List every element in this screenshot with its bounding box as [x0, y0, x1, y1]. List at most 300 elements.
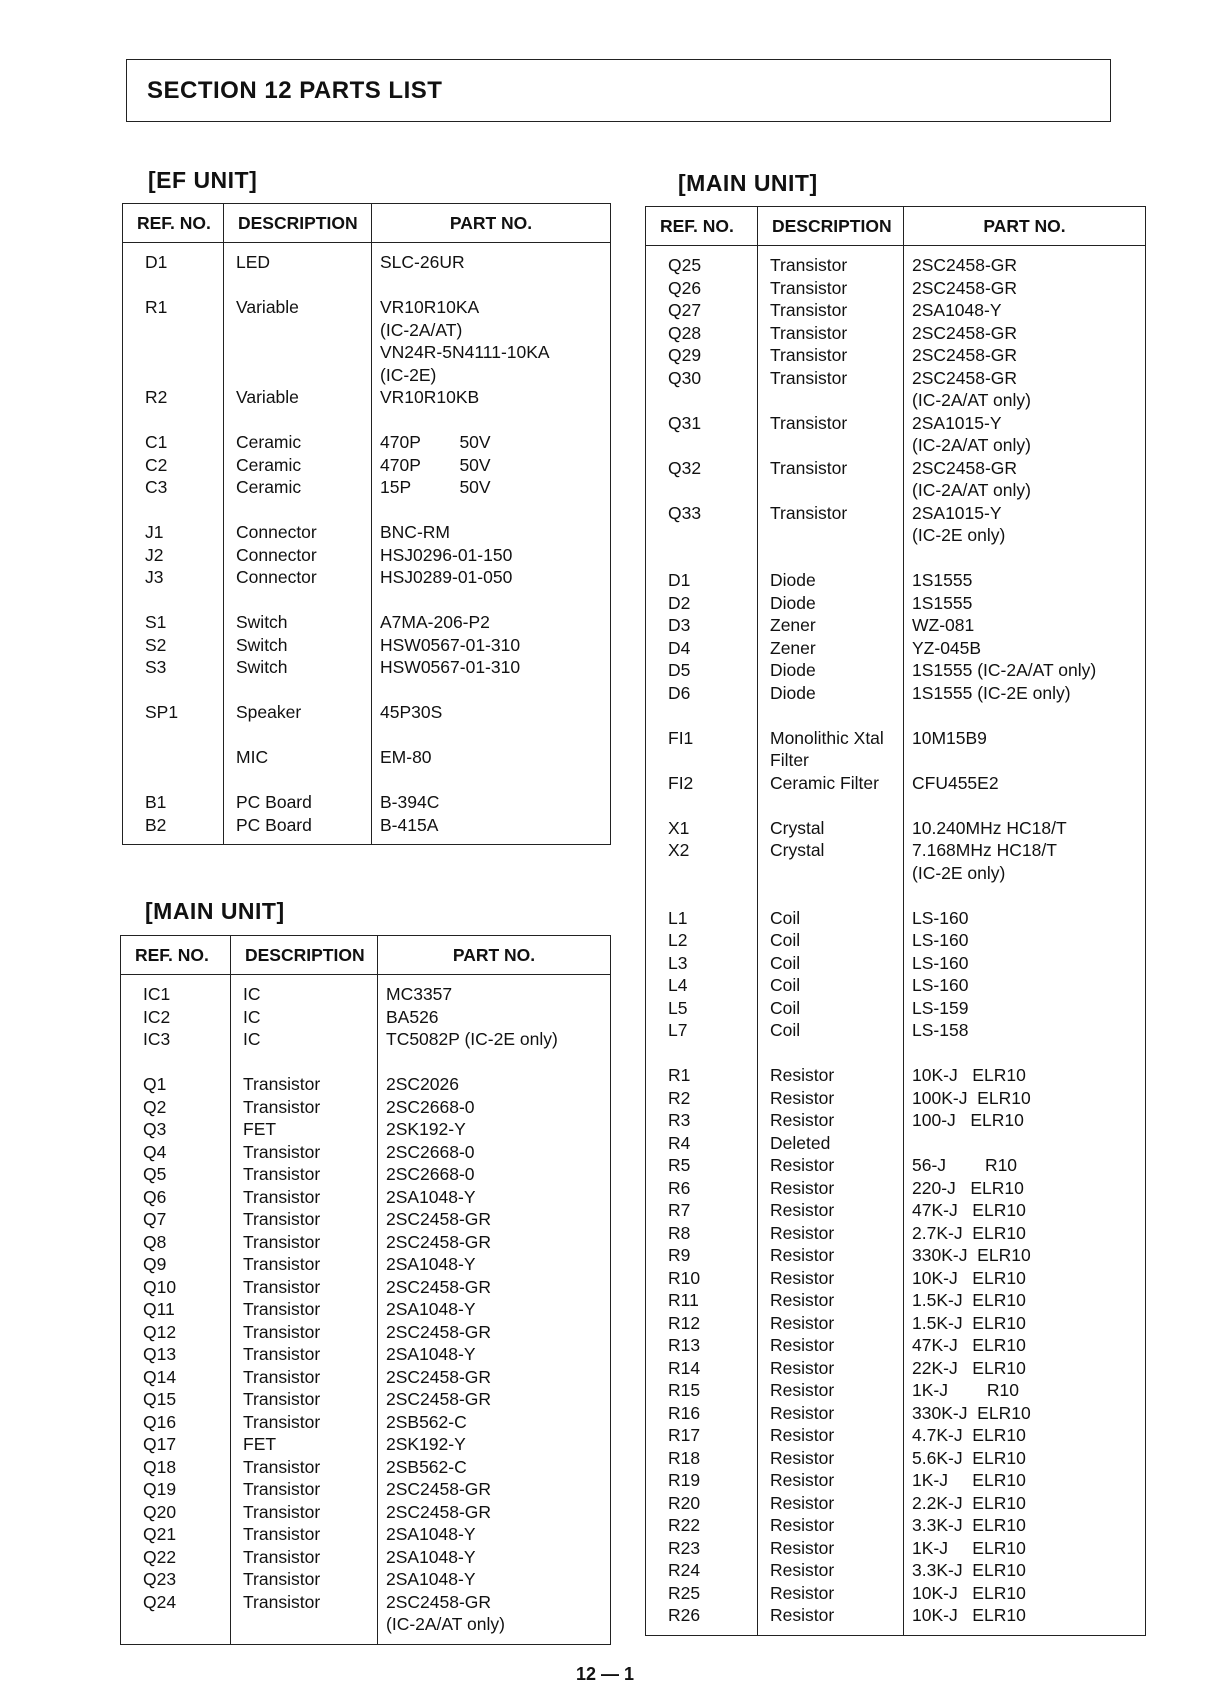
description-header: DESCRIPTION — [231, 936, 378, 975]
part-no-cell — [904, 749, 1146, 772]
ref-no-cell: Q2 — [121, 1096, 231, 1119]
description-cell: PC Board — [224, 791, 372, 814]
table-row — [121, 1591, 611, 1614]
part-no-cell: LS-160 — [912, 975, 969, 995]
description-cell: Transistor — [231, 1568, 378, 1591]
part-no-cell: 2SB562-C — [386, 1456, 467, 1477]
description-cell — [224, 274, 372, 297]
table-row — [646, 1042, 1146, 1065]
ref-no-cell: L3 — [646, 952, 758, 975]
ref-no-cell: R7 — [646, 1199, 758, 1222]
table-row — [646, 817, 1146, 840]
ref-no-cell — [121, 1051, 231, 1074]
ref-no-cell: D3 — [646, 614, 758, 637]
main-unit-right-title: [MAIN UNIT] — [678, 170, 818, 196]
part-no-cell: A7MA-206-P2 — [380, 612, 490, 632]
part-no-cell: 2SA1048-Y — [386, 1299, 476, 1319]
ref-no-cell: R5 — [646, 1154, 758, 1177]
ref-no-cell: R1 — [123, 296, 224, 319]
part-no-cell: 10M15B9 — [912, 727, 987, 748]
table-row — [121, 1006, 611, 1029]
description-cell: Resistor — [758, 1537, 904, 1560]
table-row — [646, 1064, 1146, 1087]
part-no-cell: 2SC2458-GR — [386, 1276, 492, 1297]
description-cell — [224, 589, 372, 612]
table-row — [121, 1186, 611, 1209]
description-cell: Coil — [758, 929, 904, 952]
description-header: DESCRIPTION — [758, 207, 904, 246]
table-row — [646, 434, 1146, 457]
part-no-cell: 1.5K-J ELR10 — [912, 1312, 1026, 1333]
part-no-cell: 2SA1048-Y — [386, 1254, 476, 1274]
ref-no-cell — [646, 434, 758, 457]
ref-no-cell: Q23 — [121, 1568, 231, 1591]
ref-no-cell: R17 — [646, 1424, 758, 1447]
table-row — [646, 794, 1146, 817]
ref-no-cell: Q18 — [121, 1456, 231, 1479]
part-no-cell: 22K-J ELR10 — [912, 1357, 1026, 1378]
part-no-cell: 2SC2458-GR — [912, 277, 1018, 298]
ref-no-cell: R10 — [646, 1267, 758, 1290]
ref-no-cell: C1 — [123, 431, 224, 454]
table-row — [646, 502, 1146, 525]
table-row — [646, 772, 1146, 795]
table-row — [121, 1343, 611, 1366]
description-cell: Transistor — [231, 1366, 378, 1389]
table-row — [121, 1523, 611, 1546]
ref-no-cell: S3 — [123, 656, 224, 679]
ref-no-cell: L5 — [646, 997, 758, 1020]
part-no-cell: 2SC2458-GR — [912, 255, 1018, 275]
ref-no-cell: X2 — [646, 839, 758, 862]
part-no-cell: 2SC2458-GR — [386, 1366, 492, 1387]
ref-no-cell: Q20 — [121, 1501, 231, 1524]
description-cell: Resistor — [758, 1177, 904, 1200]
description-cell — [224, 724, 372, 747]
description-cell: Transistor — [758, 246, 904, 277]
part-no-cell: 10K-J ELR10 — [912, 1605, 1026, 1625]
table-row — [646, 1154, 1146, 1177]
part-no-cell: 3.3K-J ELR10 — [912, 1515, 1026, 1535]
part-no-cell — [904, 794, 1146, 817]
part-no-cell — [372, 409, 611, 432]
description-cell — [758, 479, 904, 502]
table-row — [123, 476, 611, 499]
description-cell: FET — [231, 1118, 378, 1141]
ref-no-cell: L7 — [646, 1019, 758, 1042]
description-cell: Diode — [758, 659, 904, 682]
description-cell: Diode — [758, 682, 904, 705]
part-no-cell: 2SA1048-Y — [912, 300, 1002, 320]
ref-no-cell: Q17 — [121, 1433, 231, 1456]
ref-no-cell: Q12 — [121, 1321, 231, 1344]
description-cell: Monolithic Xtal — [758, 727, 904, 750]
part-no-cell: 470P 50V — [380, 432, 491, 452]
part-no-cell: TC5082P (IC-2E only) — [386, 1029, 558, 1049]
ref-no-cell: Q19 — [121, 1478, 231, 1501]
ref-no-cell: FI2 — [646, 772, 758, 795]
description-cell: IC — [231, 1006, 378, 1029]
table-row — [646, 1582, 1146, 1605]
table-row — [646, 322, 1146, 345]
table-row — [646, 547, 1146, 570]
description-cell — [758, 389, 904, 412]
description-cell: Transistor — [758, 412, 904, 435]
part-no-cell: LS-160 — [912, 930, 969, 950]
ref-no-cell: IC1 — [121, 975, 231, 1006]
part-no-cell: 330K-J ELR10 — [912, 1245, 1031, 1265]
part-no-cell: CFU455E2 — [912, 772, 999, 793]
description-cell: Resistor — [758, 1514, 904, 1537]
ref-no-cell: R26 — [646, 1604, 758, 1627]
table-row — [121, 1118, 611, 1141]
part-no-cell: 1S1555 (IC-2E only) — [912, 682, 1071, 703]
ref-no-cell: Q13 — [121, 1343, 231, 1366]
table-row — [646, 637, 1146, 660]
description-cell: Transistor — [231, 1411, 378, 1434]
table-row — [121, 1141, 611, 1164]
description-cell: Transistor — [231, 1456, 378, 1479]
table-row — [123, 814, 611, 837]
description-cell: Diode — [758, 569, 904, 592]
table-row — [123, 319, 611, 342]
description-cell: Resistor — [758, 1559, 904, 1582]
table-row — [121, 1613, 611, 1636]
table-row — [646, 1087, 1146, 1110]
description-cell — [758, 862, 904, 885]
table-row — [646, 1492, 1146, 1515]
description-cell — [224, 364, 372, 387]
description-cell: Transistor — [231, 1141, 378, 1164]
description-cell: Zener — [758, 637, 904, 660]
ref-no-cell: Q1 — [121, 1073, 231, 1096]
table-row — [123, 679, 611, 702]
description-cell: Crystal — [758, 817, 904, 840]
description-cell: Coil — [758, 1019, 904, 1042]
ref-no-cell — [123, 679, 224, 702]
table-row — [121, 1163, 611, 1186]
ref-no-header: REF. NO. — [121, 936, 231, 975]
table-row — [646, 1514, 1146, 1537]
table-row — [646, 1019, 1146, 1042]
part-no-cell: 2SC2458-GR — [386, 1501, 492, 1522]
description-cell — [224, 499, 372, 522]
description-cell: Connector — [224, 521, 372, 544]
table-row — [123, 634, 611, 657]
table-row — [646, 974, 1146, 997]
table-row — [646, 1199, 1146, 1222]
ref-no-cell: R20 — [646, 1492, 758, 1515]
part-no-header: PART NO. — [378, 936, 611, 975]
table-row — [646, 1447, 1146, 1470]
ref-no-cell: Q24 — [121, 1591, 231, 1614]
part-no-cell: 4.7K-J ELR10 — [912, 1425, 1026, 1445]
padding-cell — [646, 1627, 758, 1636]
part-no-cell — [372, 679, 611, 702]
part-no-header: PART NO. — [904, 207, 1146, 246]
padding-cell — [758, 1627, 904, 1636]
description-cell: LED — [224, 243, 372, 274]
description-cell: Switch — [224, 611, 372, 634]
description-cell: Deleted — [758, 1132, 904, 1155]
description-cell — [758, 1042, 904, 1065]
part-no-cell: 1K-J R10 — [912, 1380, 1019, 1400]
part-no-cell: (IC-2E only) — [912, 862, 1006, 883]
part-no-header: PART NO. — [372, 204, 611, 243]
part-no-cell: VR10R10KB — [380, 387, 480, 407]
ref-no-cell: R2 — [646, 1087, 758, 1110]
description-cell — [224, 769, 372, 792]
description-cell — [224, 409, 372, 432]
part-no-cell — [904, 547, 1146, 570]
section-header-box — [126, 59, 1111, 122]
table-row — [121, 1568, 611, 1591]
table-row — [646, 1604, 1146, 1627]
ref-no-cell: Q22 — [121, 1546, 231, 1569]
description-cell: Ceramic Filter — [758, 772, 904, 795]
table-row — [121, 1411, 611, 1434]
ref-no-cell: Q3 — [121, 1118, 231, 1141]
part-no-cell: 10.240MHz HC18/T — [912, 817, 1067, 838]
table-row — [121, 1433, 611, 1456]
part-no-cell: 47K-J ELR10 — [912, 1200, 1026, 1220]
part-no-cell: 10K-J ELR10 — [912, 1267, 1026, 1288]
table-row — [646, 749, 1146, 772]
description-cell: Ceramic — [224, 476, 372, 499]
table-row — [123, 724, 611, 747]
ref-no-cell: Q21 — [121, 1523, 231, 1546]
description-cell: Resistor — [758, 1379, 904, 1402]
part-no-cell — [372, 274, 611, 297]
ref-no-cell: R1 — [646, 1064, 758, 1087]
part-no-cell: 1S1555 — [912, 570, 973, 590]
part-no-cell: VN24R-5N4111-10KA — [380, 342, 550, 362]
ref-no-cell: R22 — [646, 1514, 758, 1537]
ref-no-cell: R18 — [646, 1447, 758, 1470]
table-row — [123, 701, 611, 724]
description-cell: Transistor — [231, 1208, 378, 1231]
description-cell: Variable — [224, 386, 372, 409]
description-cell: Ceramic — [224, 431, 372, 454]
description-cell: Variable — [224, 296, 372, 319]
padding-cell — [378, 1636, 611, 1645]
description-cell: Switch — [224, 656, 372, 679]
part-no-cell: EM-80 — [380, 747, 432, 767]
table-row — [646, 457, 1146, 480]
table-row — [123, 296, 611, 319]
table-row — [123, 243, 611, 274]
part-no-cell: 1K-J ELR10 — [912, 1470, 1026, 1490]
table-row — [123, 566, 611, 589]
part-no-cell: HSW0567-01-310 — [380, 634, 521, 655]
ref-no-cell: Q26 — [646, 277, 758, 300]
description-cell: Coil — [758, 997, 904, 1020]
ref-no-cell: L4 — [646, 974, 758, 997]
table-row — [646, 1424, 1146, 1447]
ref-no-cell: Q9 — [121, 1253, 231, 1276]
part-no-cell: 2SA1015-Y — [912, 412, 1002, 433]
part-no-cell: 7.168MHz HC18/T — [912, 840, 1057, 860]
part-no-cell: 2.2K-J ELR10 — [912, 1492, 1026, 1513]
description-cell: Transistor — [758, 322, 904, 345]
ref-no-cell: Q30 — [646, 367, 758, 390]
description-cell: Coil — [758, 907, 904, 930]
description-cell: Transistor — [758, 277, 904, 300]
description-cell: Resistor — [758, 1222, 904, 1245]
table-row — [123, 746, 611, 769]
description-cell: Resistor — [758, 1447, 904, 1470]
table-row — [646, 1312, 1146, 1335]
ref-no-cell: R25 — [646, 1582, 758, 1605]
part-no-cell: 2SA1048-Y — [386, 1524, 476, 1544]
description-cell: Transistor — [231, 1501, 378, 1524]
part-no-cell: 220-J ELR10 — [912, 1177, 1024, 1198]
description-cell: Resistor — [758, 1289, 904, 1312]
part-no-cell: 3.3K-J ELR10 — [912, 1560, 1026, 1580]
ref-no-cell: D1 — [123, 243, 224, 274]
ref-no-cell: Q28 — [646, 322, 758, 345]
ref-no-cell: Q6 — [121, 1186, 231, 1209]
ref-no-cell: R24 — [646, 1559, 758, 1582]
description-cell: Transistor — [758, 502, 904, 525]
description-header: DESCRIPTION — [224, 204, 372, 243]
part-no-cell: HSJ0289-01-050 — [380, 567, 513, 587]
description-cell: Transistor — [231, 1276, 378, 1299]
part-no-cell: 10K-J ELR10 — [912, 1065, 1026, 1085]
table-row — [123, 386, 611, 409]
table-row — [646, 1244, 1146, 1267]
ref-no-cell: Q15 — [121, 1388, 231, 1411]
description-cell: MIC — [224, 746, 372, 769]
description-cell: Resistor — [758, 1244, 904, 1267]
part-no-cell: 1S1555 — [912, 592, 973, 613]
ref-no-cell: Q10 — [121, 1276, 231, 1299]
ref-no-cell — [123, 409, 224, 432]
description-cell: Resistor — [758, 1064, 904, 1087]
table-row — [646, 277, 1146, 300]
part-no-cell: 2SC2458-GR — [386, 1209, 492, 1229]
description-cell: Resistor — [758, 1312, 904, 1335]
table-row — [646, 524, 1146, 547]
table-row — [121, 1501, 611, 1524]
description-cell: Transistor — [231, 1186, 378, 1209]
ref-no-cell — [123, 769, 224, 792]
ref-no-cell: D4 — [646, 637, 758, 660]
ref-no-cell: SP1 — [123, 701, 224, 724]
table-row — [646, 299, 1146, 322]
table-row — [646, 1132, 1146, 1155]
table-row — [646, 1289, 1146, 1312]
table-row — [646, 1109, 1146, 1132]
part-no-cell: 2SC2458-GR — [912, 367, 1018, 388]
part-no-cell: 56-J R10 — [912, 1155, 1018, 1175]
part-no-cell: 2SC2458-GR — [386, 1321, 492, 1342]
description-cell: Transistor — [231, 1253, 378, 1276]
description-cell: Resistor — [758, 1402, 904, 1425]
description-cell: Resistor — [758, 1087, 904, 1110]
description-cell: Transistor — [231, 1163, 378, 1186]
part-no-cell: BNC-RM — [380, 522, 450, 542]
ref-no-cell: R3 — [646, 1109, 758, 1132]
part-no-cell: LS-160 — [912, 907, 969, 928]
table-row — [123, 656, 611, 679]
ref-no-cell — [646, 794, 758, 817]
description-cell: Coil — [758, 974, 904, 997]
table-row — [121, 1028, 611, 1051]
table-row — [646, 569, 1146, 592]
description-cell: Switch — [224, 634, 372, 657]
description-cell: Resistor — [758, 1109, 904, 1132]
ref-no-cell: B2 — [123, 814, 224, 837]
description-cell: Transistor — [231, 1231, 378, 1254]
table-row — [646, 704, 1146, 727]
ref-no-cell: R13 — [646, 1334, 758, 1357]
part-no-cell: 2SA1048-Y — [386, 1569, 476, 1589]
description-cell: Resistor — [758, 1469, 904, 1492]
part-no-cell — [378, 1051, 611, 1074]
part-no-cell: LS-159 — [912, 997, 969, 1018]
part-no-cell — [904, 704, 1146, 727]
description-cell: Resistor — [758, 1154, 904, 1177]
ref-no-cell: X1 — [646, 817, 758, 840]
ref-no-cell: Q31 — [646, 412, 758, 435]
ref-no-cell: R4 — [646, 1132, 758, 1155]
description-cell: Transistor — [231, 1298, 378, 1321]
part-no-cell — [372, 724, 611, 747]
part-no-cell: 330K-J ELR10 — [912, 1402, 1031, 1423]
part-no-cell: 2SC2458-GR — [386, 1231, 492, 1252]
page-number: 12 — 1 — [576, 1664, 635, 1684]
part-no-cell — [372, 769, 611, 792]
description-cell: Transistor — [231, 1523, 378, 1546]
description-cell: Coil — [758, 952, 904, 975]
part-no-cell: LS-158 — [912, 1020, 969, 1040]
ref-no-cell: B1 — [123, 791, 224, 814]
ref-no-cell: Q16 — [121, 1411, 231, 1434]
table-row — [121, 1546, 611, 1569]
ref-no-header: REF. NO. — [123, 204, 224, 243]
ref-no-cell: L2 — [646, 929, 758, 952]
table-row — [123, 499, 611, 522]
ref-no-cell: R6 — [646, 1177, 758, 1200]
table-row — [646, 997, 1146, 1020]
table-bottom-padding — [121, 1636, 611, 1645]
description-cell — [758, 547, 904, 570]
ref-no-cell: FI1 — [646, 727, 758, 750]
table-row — [646, 884, 1146, 907]
section-title: SECTION 12 PARTS LIST — [147, 77, 443, 104]
part-no-cell — [372, 499, 611, 522]
ref-no-cell — [646, 524, 758, 547]
part-no-cell: 5.6K-J ELR10 — [912, 1447, 1026, 1468]
table-row — [646, 246, 1146, 277]
description-cell: Transistor — [758, 344, 904, 367]
ref-no-cell: S2 — [123, 634, 224, 657]
part-no-cell: 2SB562-C — [386, 1411, 467, 1432]
ref-no-cell: R8 — [646, 1222, 758, 1245]
part-no-cell: BA526 — [386, 1006, 439, 1027]
description-cell: Transistor — [231, 1073, 378, 1096]
table-row — [646, 1357, 1146, 1380]
part-no-cell: (IC-2A/AT only) — [386, 1614, 505, 1634]
description-cell: Ceramic — [224, 454, 372, 477]
part-no-cell: (IC-2E) — [380, 364, 437, 385]
ref-no-cell — [646, 749, 758, 772]
ref-no-cell: Q4 — [121, 1141, 231, 1164]
padding-cell — [224, 836, 372, 845]
description-cell — [231, 1613, 378, 1636]
ref-no-cell — [123, 746, 224, 769]
